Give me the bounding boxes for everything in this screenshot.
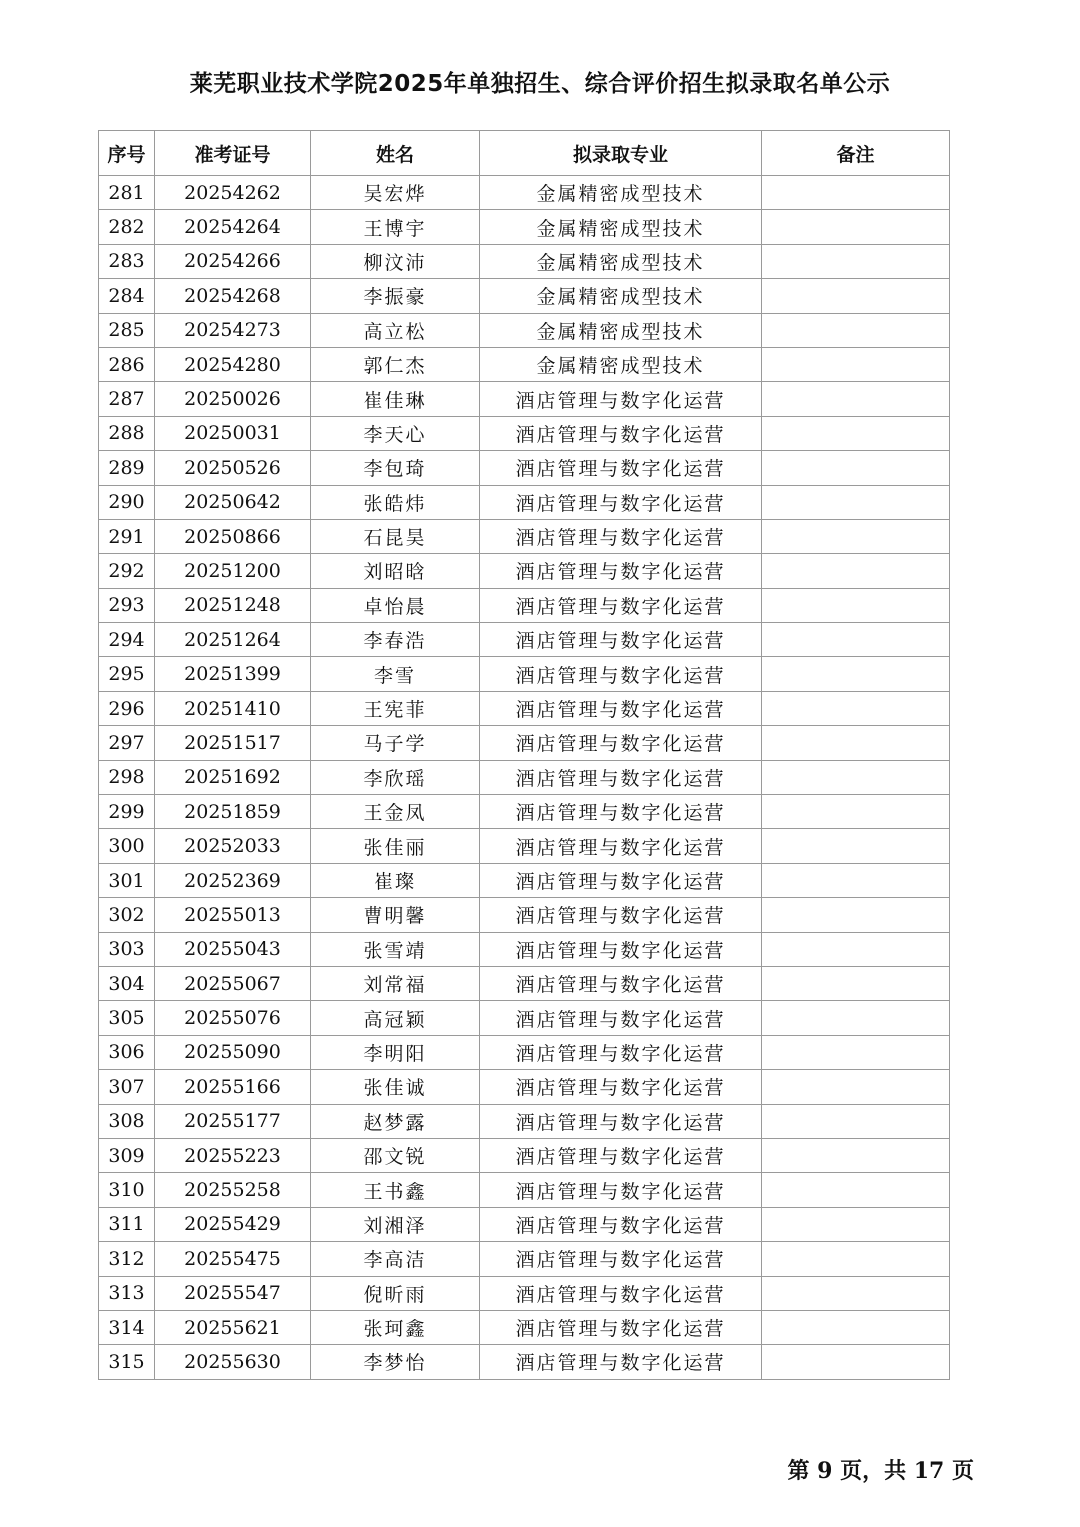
cell-seq: 302 [99,898,155,932]
cell-seq: 305 [99,1001,155,1035]
table-row [99,1242,950,1276]
cell-name: 李包琦 [311,451,480,485]
cell-remark [762,966,950,1000]
cell-remark [762,623,950,657]
cell-name: 石昆昊 [311,519,480,553]
cell-remark [762,210,950,244]
cell-remark [762,898,950,932]
cell-major: 酒店管理与数字化运营 [480,382,762,416]
cell-name: 王宪菲 [311,691,480,725]
page-number: 第 9 页，共 17 页 [787,1458,974,1484]
cell-name: 王书鑫 [311,1173,480,1207]
cell-seq: 293 [99,588,155,622]
cell-exam-no: 20251399 [155,657,311,691]
cell-name: 李梦怡 [311,1345,480,1379]
cell-seq: 306 [99,1035,155,1069]
cell-exam-no: 20250526 [155,451,311,485]
cell-major: 金属精密成型技术 [480,279,762,313]
cell-seq: 303 [99,932,155,966]
cell-major: 酒店管理与数字化运营 [480,726,762,760]
cell-remark [762,1207,950,1241]
cell-major: 金属精密成型技术 [480,347,762,381]
cell-exam-no: 20250866 [155,519,311,553]
cell-name: 张佳丽 [311,829,480,863]
cell-major: 酒店管理与数字化运营 [480,657,762,691]
cell-exam-no: 20255547 [155,1276,311,1310]
cell-remark [762,1035,950,1069]
cell-name: 李欣瑶 [311,760,480,794]
cell-major: 酒店管理与数字化运营 [480,1242,762,1276]
cell-seq: 290 [99,485,155,519]
cell-seq: 300 [99,829,155,863]
cell-exam-no: 20251248 [155,588,311,622]
table-row [99,347,950,381]
cell-exam-no: 20254268 [155,279,311,313]
cell-exam-no: 20251410 [155,691,311,725]
cell-exam-no: 20255258 [155,1173,311,1207]
table-row [99,829,950,863]
header-major: 拟录取专业 [480,131,762,176]
table-row [99,451,950,485]
cell-name: 刘昭晗 [311,554,480,588]
cell-exam-no: 20255090 [155,1035,311,1069]
cell-major: 酒店管理与数字化运营 [480,485,762,519]
cell-seq: 299 [99,795,155,829]
header-remark: 备注 [762,131,950,176]
cell-major: 酒店管理与数字化运营 [480,966,762,1000]
cell-name: 李雪 [311,657,480,691]
cell-name: 崔璨 [311,863,480,897]
cell-remark [762,279,950,313]
cell-remark [762,1310,950,1344]
table-row [99,760,950,794]
cell-name: 赵梦露 [311,1104,480,1138]
cell-remark [762,829,950,863]
cell-seq: 301 [99,863,155,897]
cell-remark [762,760,950,794]
table-row [99,1001,950,1035]
cell-major: 酒店管理与数字化运营 [480,1173,762,1207]
cell-major: 酒店管理与数字化运营 [480,588,762,622]
cell-seq: 292 [99,554,155,588]
cell-remark [762,1345,950,1379]
cell-major: 酒店管理与数字化运营 [480,1070,762,1104]
cell-name: 张佳诚 [311,1070,480,1104]
cell-remark [762,588,950,622]
cell-remark [762,1138,950,1172]
table-row [99,554,950,588]
table-row [99,1104,950,1138]
table-row [99,932,950,966]
table-row [99,244,950,278]
table-row [99,795,950,829]
cell-remark [762,1242,950,1276]
cell-name: 李天心 [311,416,480,450]
cell-exam-no: 20254264 [155,210,311,244]
cell-major: 酒店管理与数字化运营 [480,932,762,966]
cell-remark [762,347,950,381]
table-row [99,313,950,347]
table-row [99,691,950,725]
cell-exam-no: 20252033 [155,829,311,863]
cell-major: 酒店管理与数字化运营 [480,1001,762,1035]
cell-remark [762,1070,950,1104]
cell-major: 酒店管理与数字化运营 [480,1276,762,1310]
header-seq: 序号 [99,131,155,176]
cell-remark [762,657,950,691]
cell-seq: 312 [99,1242,155,1276]
table-row [99,1173,950,1207]
cell-name: 柳汶沛 [311,244,480,278]
cell-exam-no: 20255475 [155,1242,311,1276]
cell-name: 张雪靖 [311,932,480,966]
cell-name: 卓怡晨 [311,588,480,622]
table-row [99,1070,950,1104]
cell-seq: 298 [99,760,155,794]
table-row [99,623,950,657]
cell-remark [762,313,950,347]
cell-seq: 313 [99,1276,155,1310]
cell-exam-no: 20255429 [155,1207,311,1241]
cell-seq: 294 [99,623,155,657]
cell-name: 马子学 [311,726,480,760]
cell-name: 张珂鑫 [311,1310,480,1344]
table-row [99,863,950,897]
cell-remark [762,176,950,210]
cell-seq: 283 [99,244,155,278]
cell-exam-no: 20255177 [155,1104,311,1138]
table-row [99,1345,950,1379]
cell-exam-no: 20251517 [155,726,311,760]
cell-remark [762,554,950,588]
cell-seq: 297 [99,726,155,760]
cell-exam-no: 20250026 [155,382,311,416]
table-row [99,1035,950,1069]
cell-major: 酒店管理与数字化运营 [480,1310,762,1344]
cell-exam-no: 20255067 [155,966,311,1000]
cell-seq: 308 [99,1104,155,1138]
cell-exam-no: 20251264 [155,623,311,657]
cell-exam-no: 20255166 [155,1070,311,1104]
cell-major: 酒店管理与数字化运营 [480,829,762,863]
cell-remark [762,863,950,897]
cell-seq: 296 [99,691,155,725]
table-row [99,1276,950,1310]
cell-seq: 281 [99,176,155,210]
cell-seq: 310 [99,1173,155,1207]
cell-exam-no: 20251692 [155,760,311,794]
table-row [99,657,950,691]
table-row [99,485,950,519]
cell-major: 酒店管理与数字化运营 [480,1207,762,1241]
cell-exam-no: 20254266 [155,244,311,278]
cell-name: 李明阳 [311,1035,480,1069]
cell-name: 崔佳琳 [311,382,480,416]
cell-seq: 314 [99,1310,155,1344]
cell-exam-no: 20251859 [155,795,311,829]
cell-name: 王博宇 [311,210,480,244]
cell-seq: 295 [99,657,155,691]
cell-name: 李春浩 [311,623,480,657]
cell-seq: 315 [99,1345,155,1379]
table-row [99,966,950,1000]
cell-major: 酒店管理与数字化运营 [480,760,762,794]
table-row [99,588,950,622]
cell-name: 郭仁杰 [311,347,480,381]
cell-seq: 286 [99,347,155,381]
cell-remark [762,485,950,519]
cell-name: 张皓炜 [311,485,480,519]
cell-major: 酒店管理与数字化运营 [480,795,762,829]
header-exam-no: 准考证号 [155,131,311,176]
cell-exam-no: 20250642 [155,485,311,519]
cell-exam-no: 20255630 [155,1345,311,1379]
table-row [99,1310,950,1344]
cell-exam-no: 20255223 [155,1138,311,1172]
cell-exam-no: 20252369 [155,863,311,897]
admission-table [98,130,950,1380]
document-title: 莱芜职业技术学院2025年单独招生、综合评价招生拟录取名单公示 [189,71,891,97]
table-row [99,519,950,553]
cell-exam-no: 20254262 [155,176,311,210]
cell-seq: 287 [99,382,155,416]
cell-major: 酒店管理与数字化运营 [480,416,762,450]
cell-name: 刘湘泽 [311,1207,480,1241]
cell-remark [762,726,950,760]
cell-seq: 284 [99,279,155,313]
cell-exam-no: 20254273 [155,313,311,347]
cell-major: 金属精密成型技术 [480,313,762,347]
cell-seq: 307 [99,1070,155,1104]
cell-name: 吴宏烨 [311,176,480,210]
cell-name: 高冠颖 [311,1001,480,1035]
cell-exam-no: 20255013 [155,898,311,932]
cell-major: 酒店管理与数字化运营 [480,1345,762,1379]
cell-major: 金属精密成型技术 [480,244,762,278]
cell-seq: 309 [99,1138,155,1172]
cell-name: 王金凤 [311,795,480,829]
table-row [99,898,950,932]
cell-remark [762,932,950,966]
table-row [99,1138,950,1172]
cell-name: 刘常福 [311,966,480,1000]
cell-seq: 304 [99,966,155,1000]
cell-remark [762,416,950,450]
cell-exam-no: 20251200 [155,554,311,588]
table-row [99,279,950,313]
cell-remark [762,1173,950,1207]
cell-remark [762,1104,950,1138]
cell-major: 酒店管理与数字化运营 [480,691,762,725]
cell-exam-no: 20255076 [155,1001,311,1035]
cell-exam-no: 20255621 [155,1310,311,1344]
cell-major: 酒店管理与数字化运营 [480,554,762,588]
cell-exam-no: 20250031 [155,416,311,450]
cell-exam-no: 20254280 [155,347,311,381]
cell-seq: 282 [99,210,155,244]
cell-remark [762,795,950,829]
table-row [99,210,950,244]
cell-remark [762,691,950,725]
cell-major: 酒店管理与数字化运营 [480,1104,762,1138]
cell-major: 酒店管理与数字化运营 [480,1035,762,1069]
table-row [99,1207,950,1241]
cell-remark [762,1001,950,1035]
cell-name: 曹明馨 [311,898,480,932]
table-row [99,726,950,760]
cell-major: 金属精密成型技术 [480,210,762,244]
cell-seq: 311 [99,1207,155,1241]
cell-seq: 285 [99,313,155,347]
table-row [99,382,950,416]
table-row [99,176,950,210]
cell-major: 酒店管理与数字化运营 [480,1138,762,1172]
cell-remark [762,1276,950,1310]
table-row [99,416,950,450]
header-name: 姓名 [311,131,480,176]
cell-major: 酒店管理与数字化运营 [480,898,762,932]
cell-seq: 291 [99,519,155,553]
cell-seq: 288 [99,416,155,450]
cell-name: 李振豪 [311,279,480,313]
cell-name: 李高洁 [311,1242,480,1276]
cell-remark [762,451,950,485]
cell-exam-no: 20255043 [155,932,311,966]
cell-major: 酒店管理与数字化运营 [480,451,762,485]
table-body [99,176,950,1380]
cell-remark [762,519,950,553]
cell-seq: 289 [99,451,155,485]
cell-remark [762,382,950,416]
cell-major: 金属精密成型技术 [480,176,762,210]
cell-major: 酒店管理与数字化运营 [480,623,762,657]
cell-remark [762,244,950,278]
cell-name: 邵文锐 [311,1138,480,1172]
cell-major: 酒店管理与数字化运营 [480,863,762,897]
table-header-row [99,131,950,176]
cell-major: 酒店管理与数字化运营 [480,519,762,553]
cell-name: 高立松 [311,313,480,347]
cell-name: 倪昕雨 [311,1276,480,1310]
